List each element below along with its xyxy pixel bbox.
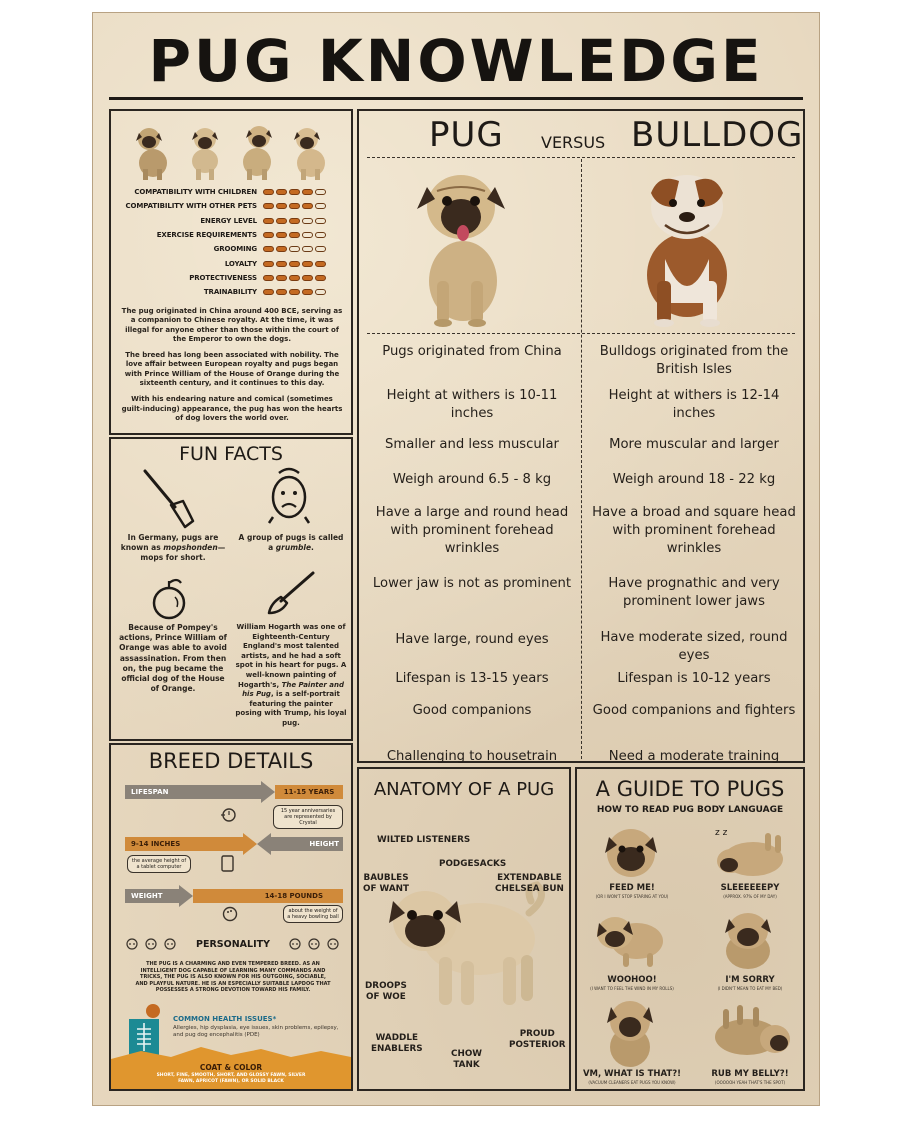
guide-sorry-note: (I DIDN'T MEAN TO EAT MY BED) [717,986,783,991]
trait-row [117,228,349,242]
height-value: 9-14 INCHES [131,840,181,848]
bulldog-fact-origin: Bulldogs originated from the British Isles [599,344,789,377]
bone-rating [263,232,326,238]
bone-filled-icon [276,275,287,281]
guide-feed-me: FEED ME! [609,883,655,893]
pug-feed-me-icon [599,823,663,881]
bone-rating [263,218,326,224]
trait-row [117,214,349,228]
fact-text: A group of pugs is called a [238,533,344,553]
bone-filled-icon [289,261,300,267]
bone-empty-icon [315,203,326,209]
fact-emphasis: grumble [275,543,312,553]
height-value-bar [125,837,243,851]
paintbrush-icon [263,569,317,617]
pug-standing-icon [183,119,227,181]
bone-filled-icon [276,232,287,238]
personality-title: PERSONALITY [196,938,270,950]
bone-filled-icon [289,275,300,281]
trait-row [117,185,349,199]
bone-filled-icon [276,289,287,295]
shovel-icon [139,467,199,529]
pug-portrait-illustration [407,163,517,327]
trait-label: COMPATIBILITY WITH CHILDREN [134,188,257,197]
label-wilted-listeners: WILTED LISTENERS [377,835,471,845]
compare-versus: VERSUS [541,133,606,152]
trait-row [117,199,349,213]
bulldog-fact-companions: Good companions and fighters [592,703,796,718]
bulldog-fact-eyes: Have moderate sized, round eyes [600,630,788,663]
pug-sitting-icon [287,119,331,181]
bone-filled-icon [263,218,274,224]
health-issues-title: COMMON HEALTH ISSUES* [173,1015,277,1023]
guide-feed-me-note: (OR I WON'T STOP STARING AT YOU) [595,894,669,899]
arrow-right-icon [179,885,193,907]
fact-text: —mops for short. [140,543,226,563]
trait-label: TRAINABILITY [203,288,257,297]
guide-vacuum-note: (VACUUM CLEANERS EAT PUGS YOU KNOW) [588,1080,676,1085]
bone-filled-icon [263,203,274,209]
compare-divider-top [367,157,795,158]
crystal-icon [219,805,239,823]
pug-woohoo-icon [593,905,669,971]
trait-row [117,242,349,256]
bone-filled-icon [276,218,287,224]
label-chow-tank: CHOW TANK [451,1049,482,1070]
title-divider [109,97,803,100]
fact-emphasis: mopshonden [163,543,218,553]
bulldog-fact-head: Have a broad and square head with prominent forehead wrinkles [592,505,796,556]
guide-belly-rub: RUB MY BELLY?! [711,1069,789,1079]
pug-faces-icon [125,937,191,951]
bone-rating [263,203,326,209]
breed-details-title: BREED DETAILS [148,749,314,773]
label-podgesacks: PODGESACKS [439,859,507,869]
coat-color-text: SHORT, FINE, SMOOTH, SHORT, AND GLOSSY FAWN, SILVER FAWN, APRICOT (FAWN), OR SOLID BLACK [156,1073,306,1084]
coat-color-title: COAT & COLOR [199,1063,263,1072]
fun-facts-title: FUN FACTS [179,443,283,465]
weight-note: about the weight of a heavy bowling ball [283,905,343,923]
grumpy-face-icon [265,465,313,525]
bone-filled-icon [276,246,287,252]
bulldog-portrait-illustration [629,163,747,329]
bone-filled-icon [315,275,326,281]
compare-divider-vertical [581,159,582,759]
bone-filled-icon [263,261,274,267]
bone-filled-icon [302,189,313,195]
bone-filled-icon [263,232,274,238]
guide-sorry: I'M SORRY [725,975,775,985]
pug-sitting-icon [131,119,175,181]
lifespan-value: 11-15 YEARS [283,788,335,796]
pug-fact-weight: Weigh around 6.5 - 8 kg [392,472,552,487]
height-note: the average height of a tablet computer [127,855,191,873]
poster-title: PUG KNOWLEDGE [148,27,764,95]
arrow-right-icon [261,781,275,803]
traits-description [121,307,343,430]
trait-row [117,285,349,299]
trait-label: ENERGY LEVEL [200,216,257,225]
bone-filled-icon [302,261,313,267]
bone-filled-icon [302,275,313,281]
bone-filled-icon [276,189,287,195]
pug-fact-size: Smaller and less muscular [385,437,559,452]
guide-subtitle: HOW TO READ PUG BODY LANGUAGE [596,805,784,815]
bone-filled-icon [263,275,274,281]
bone-empty-icon [315,289,326,295]
bone-rating [263,261,326,267]
arrow-left-icon [257,833,271,855]
personality-header [125,935,341,953]
bulldog-fact-jaw: Have prognathic and very prominent lower jaws [608,576,780,609]
pug-faces-icon [275,937,341,951]
bone-empty-icon [302,232,313,238]
fact-text: William Hogarth was one of Eighteenth-Century England's most talented artists, and he had a soft spot in his heart for pugs. A well-known painting of Hogarth's, [235,623,347,689]
compare-right-title: BULLDOG [631,115,804,155]
bone-rating [263,246,326,252]
bone-empty-icon [315,189,326,195]
pug-fact-height: Height at withers is 10-11 inches [386,388,558,421]
nobility-paragraph: The breed has long been associated with nobility. The love affair between European royalty and pugs began with Prince William of the House of Orange during the sixteenth century, and it continues to this day. [124,351,340,388]
breed-details-panel [109,743,353,1091]
guide-belly-rub-note: (OOOOOH YEAH THAT'S THE SPOT) [714,1080,786,1085]
bone-filled-icon [289,203,300,209]
trait-label: COMPATIBILITY WITH OTHER PETS [125,202,257,211]
label-proud-posterior: PROUD POSTERIOR [509,1029,566,1050]
health-issues-text: Allergies, hip dysplasia, eye issues, skin problems, epilepsy, and pug dog encephalitis (PDE) [173,1025,339,1038]
pug-fact-companions: Good companions [412,703,532,718]
bulldog-fact-height: Height at withers is 12-14 inches [608,388,780,421]
weight-value-bar [193,889,343,903]
pug-sitting-icon [235,119,279,181]
guide-sleepy: SLEEEEEEPY [720,883,780,893]
bone-filled-icon [289,232,300,238]
fact-text: , is a self-portrait featuring the painter posing with Trump, his loyal pug. [235,690,347,727]
lifespan-label-bar [125,785,261,799]
trait-row [117,256,349,270]
orange-fruit-icon [149,575,189,621]
label-waddle-enablers: WADDLE ENABLERS [371,1033,423,1054]
weight-value: 14-18 POUNDS [264,892,323,900]
bone-filled-icon [263,246,274,252]
guide-title: A GUIDE TO PUGS [595,777,785,801]
bone-filled-icon [315,261,326,267]
svg-text:z z: z z [715,828,728,838]
anatomy-panel [357,767,571,1091]
compare-left-title: PUG [429,115,504,155]
bone-filled-icon [263,289,274,295]
bone-filled-icon [276,203,287,209]
weight-label: WEIGHT [131,892,163,900]
fact-text: . [311,543,314,553]
bone-empty-icon [289,246,300,252]
bone-filled-icon [289,289,300,295]
fun-fact-germany [117,533,229,564]
bone-filled-icon [289,218,300,224]
trait-label: PROTECTIVENESS [189,273,257,282]
guide-woohoo-note: (I WANT TO FEEL THE WIND IN MY ROLLS) [590,986,674,991]
trait-label: GROOMING [213,245,257,254]
trait-ratings-list [117,185,349,299]
trait-row [117,271,349,285]
weight-label-bar [125,889,179,903]
pug-belly-rub-icon [707,1001,793,1065]
bone-filled-icon [263,189,274,195]
trait-label: EXERCISE REQUIREMENTS [156,231,257,240]
bulldog-fact-size: More muscular and larger [609,437,779,452]
bowling-ball-icon [221,905,239,923]
fun-fact-hogarth [235,623,347,729]
hearts-paragraph: With his endearing nature and comical (sometimes guilt-inducing) appearance, the pug has won the hearts of dog lovers the world over. [121,395,343,422]
lifespan-note: 15 year anniversaries are represented by Crystal [273,805,343,829]
fact-text: In Germany, pugs are known as [120,533,219,553]
trait-label: LOYALTY [224,259,257,268]
bulldog-fact-training: Need a moderate training [608,749,780,764]
guide-sleepy-note: (APPROX. 97% OF MY DAY) [723,894,777,899]
traits-panel [109,109,353,435]
bone-rating [263,275,326,281]
bulldog-fact-lifespan: Lifespan is 10-12 years [617,671,771,686]
fun-facts-panel [109,437,353,741]
bone-empty-icon [302,218,313,224]
bone-empty-icon [315,218,326,224]
poster [92,12,820,1106]
label-chelsea-bun: EXTENDABLE CHELSEA BUN [495,873,564,894]
fun-fact-pompey: Because of Pompey's actions, Prince William of Orange was able to avoid assassination. From then on, the pug became the official dog of the House of Orange. [119,623,227,694]
pug-fact-head: Have a large and round head with prominent forehead wrinkles [375,505,569,556]
pug-fact-training: Challenging to housetrain [386,749,558,764]
history-paragraph: The pug originated in China around 400 BCE, serving as a companion to Chinese royalty. At the time, it was illegal for anyone other than those within the court of the Emperor to own the dogs. [121,307,343,343]
height-label-bar [271,837,343,851]
fun-fact-grumble [235,533,347,553]
pug-vacuum-icon [599,995,661,1069]
bone-filled-icon [302,203,313,209]
bone-empty-icon [315,246,326,252]
bone-empty-icon [302,246,313,252]
pug-anatomy-illustration [379,877,549,1027]
arrow-right-icon [243,833,257,855]
pug-fact-lifespan: Lifespan is 13-15 years [395,671,549,686]
bone-empty-icon [315,232,326,238]
lifespan-label: LIFESPAN [131,788,169,796]
bone-filled-icon [302,289,313,295]
pug-group-illustration [131,117,331,181]
pug-fact-eyes: Have large, round eyes [395,632,549,647]
tablet-icon [221,855,235,873]
guide-panel [575,767,805,1091]
label-droops-of-woe: DROOPS OF WOE [365,981,407,1002]
pug-sorry-icon [717,905,779,971]
label-baubles-of-want: BAUBLES OF WANT [363,873,410,894]
bone-filled-icon [289,189,300,195]
pug-fact-origin: Pugs originated from China [382,344,562,359]
pug-sleepy-icon [709,823,789,881]
anatomy-title: ANATOMY OF A PUG [373,779,555,800]
bone-filled-icon [276,261,287,267]
pug-fact-jaw: Lower jaw is not as prominent [372,576,572,591]
personality-text: THE PUG IS A CHARMING AND EVEN TEMPERED BREED. AS AN INTELLIGENT DOG CAPABLE OF LEARNING MANY COMMANDS AND TRICKS, THE PUG IS ALSO KNOWN FOR HIS OUTGOING, SOCIABLE, AND PLAYFUL NATURE. HE IS AN ESPECIALLY SUITABLE LAPDOG THAT POSSESSES A STRONG DEVOTION TOWARD HIS FAMILY. [135,961,331,994]
guide-woohoo: WOOHOO! [607,975,657,985]
pug-vs-bulldog-panel [357,109,805,763]
lifespan-value-bar [275,785,343,799]
bone-rating [263,189,326,195]
fact-emphasis: The Painter and his Pug [242,680,345,699]
guide-vacuum: VM, WHAT IS THAT?! [582,1069,682,1079]
bone-rating [263,289,326,295]
bulldog-fact-weight: Weigh around 18 - 22 kg [612,472,776,487]
height-label: HEIGHT [309,840,339,848]
